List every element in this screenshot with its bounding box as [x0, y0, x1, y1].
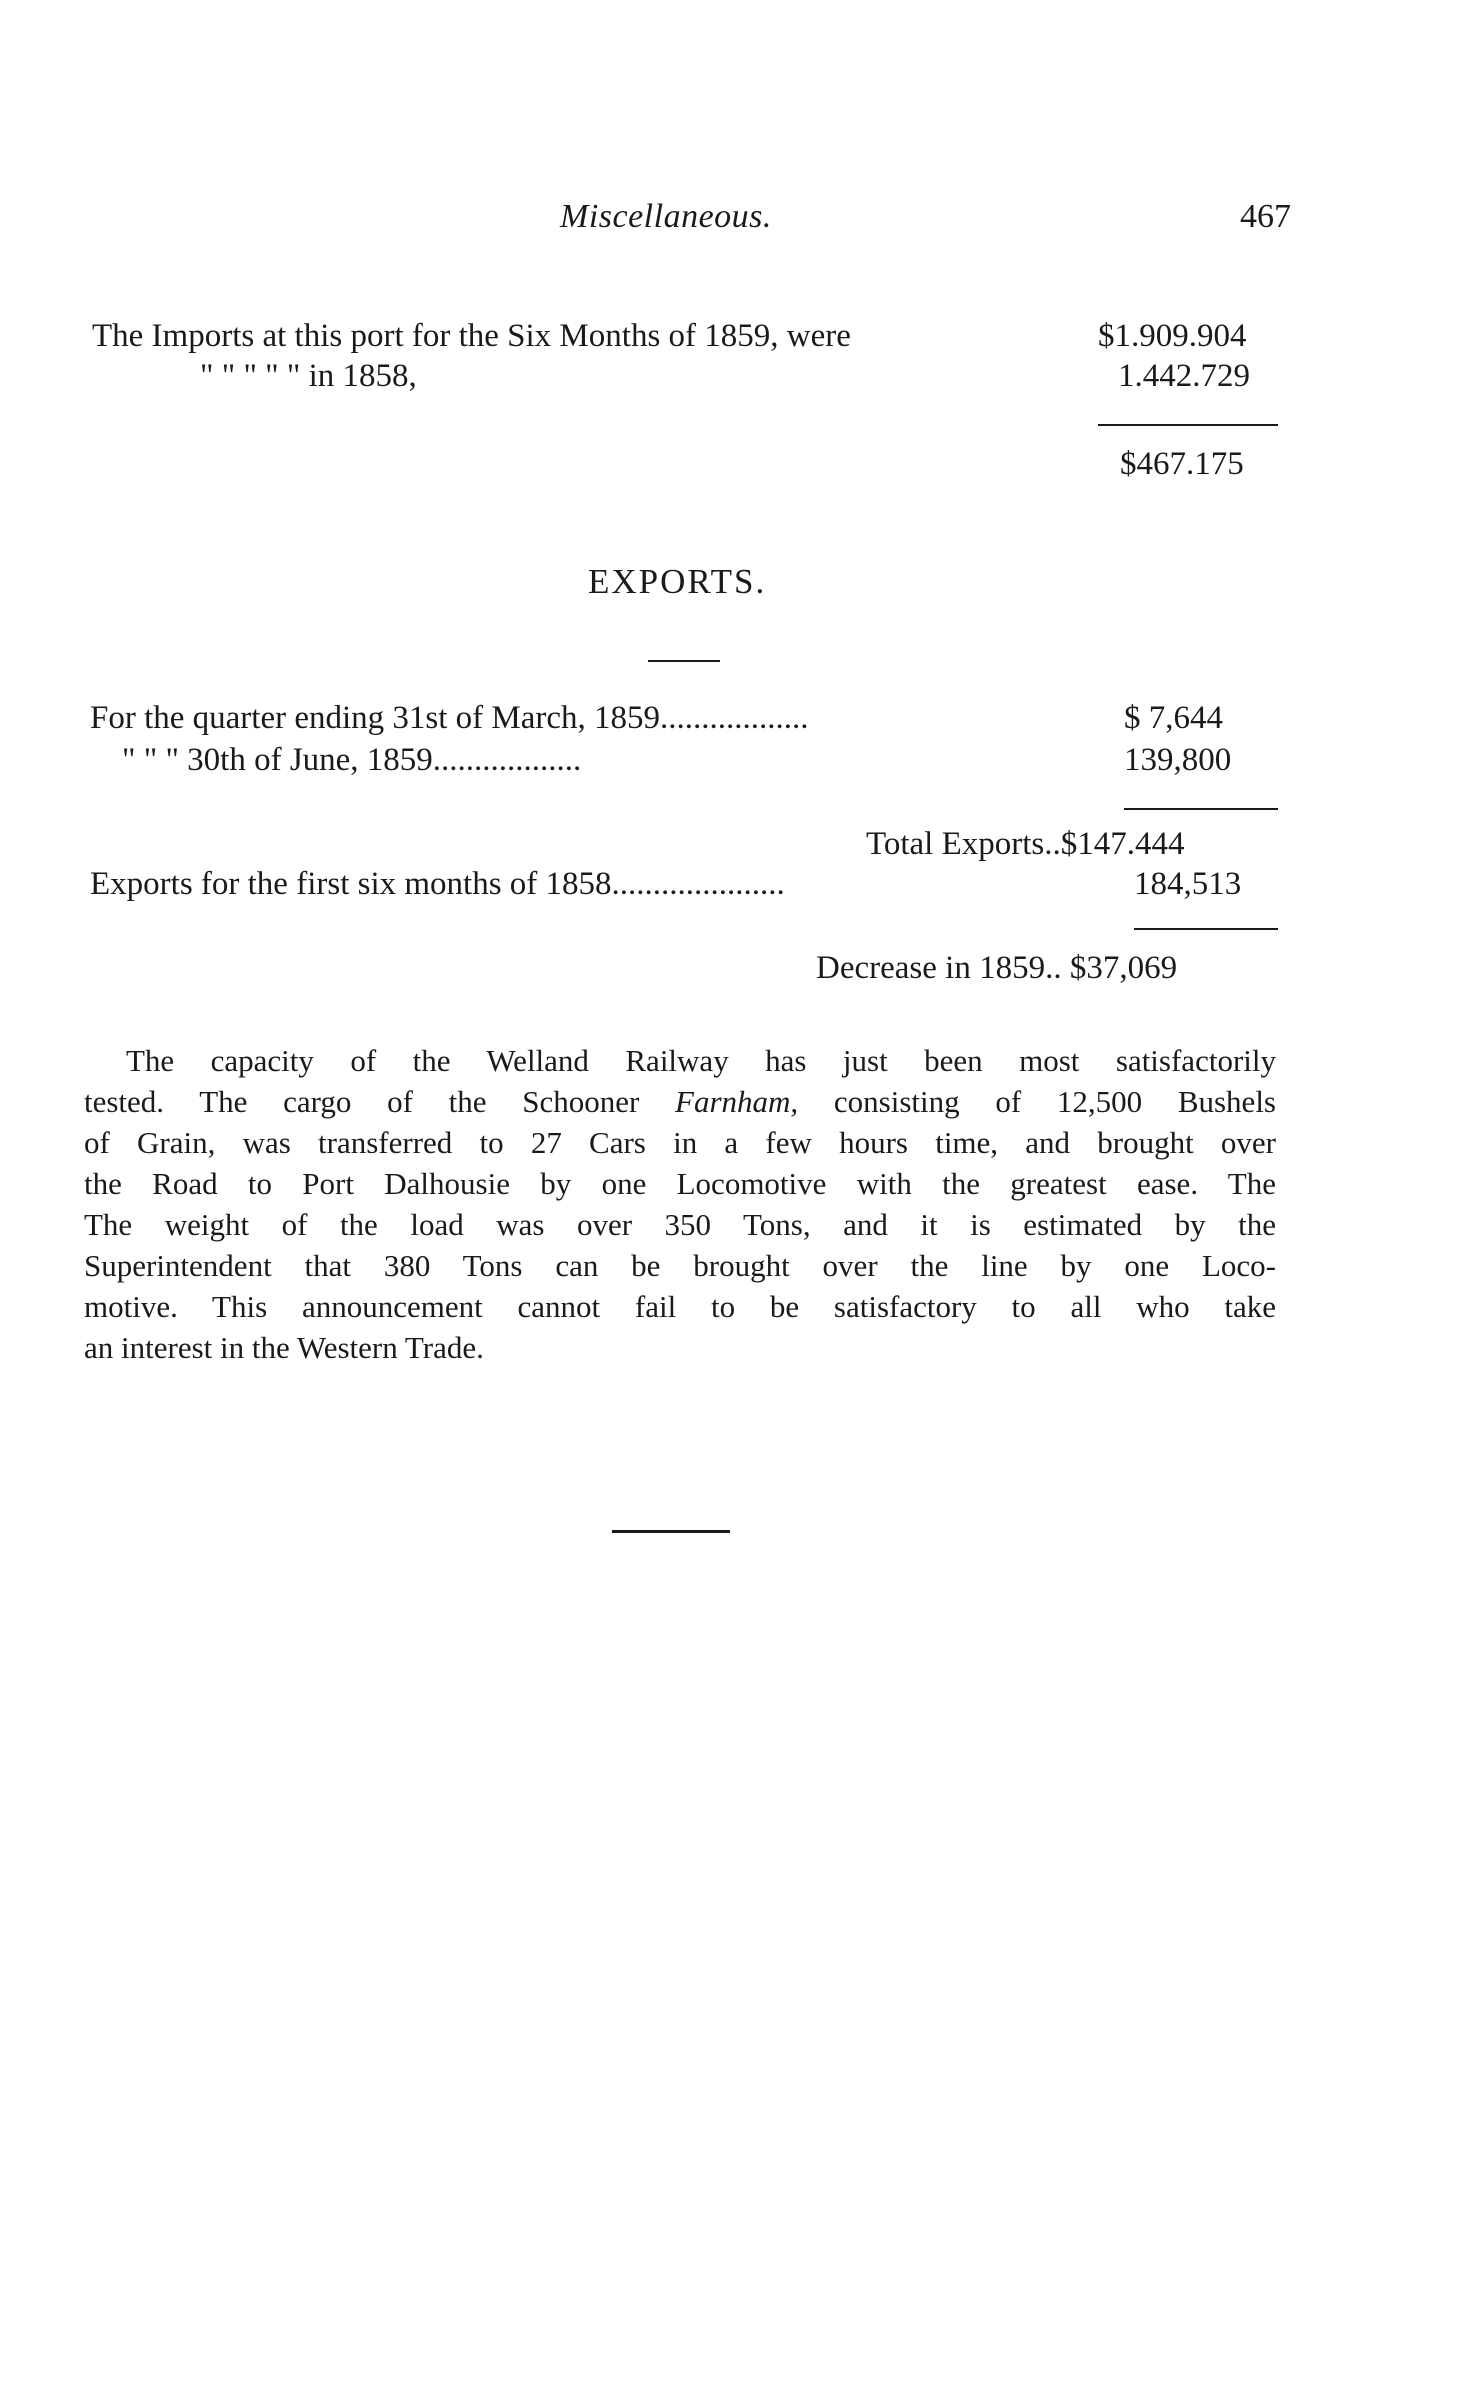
exports-previous-line: Exports for the first six months of 1858.....................	[90, 866, 785, 902]
paragraph-text: consisting of 12,500 Bushels	[798, 1084, 1276, 1119]
imports-line-1859: The Imports at this port for the Six Months of 1859, were	[92, 318, 851, 354]
exports-q1-amount: $ 7,644	[1124, 700, 1223, 736]
exports-decrease: Decrease in 1859.. $37,069	[816, 950, 1178, 986]
paragraph-text: tested. The cargo of the Schooner	[84, 1084, 676, 1119]
closing-rule	[612, 1530, 730, 1533]
exports-heading-rule	[648, 660, 720, 662]
imports-amount-1859: $1.909.904	[1098, 318, 1247, 354]
paragraph-line: of Grain, was transferred to 27 Cars in a few hours time, and brought over	[84, 1125, 1276, 1160]
paragraph-line: motive. This announcement cannot fail to be satisfactory to all who take	[84, 1289, 1276, 1324]
exports-decrease-rule	[1134, 928, 1278, 930]
welland-railway-paragraph	[84, 1040, 1276, 1368]
imports-sum-rule	[1098, 424, 1278, 426]
paragraph-line: The weight of the load was over 350 Tons, and it is estimated by the	[84, 1207, 1276, 1242]
paragraph-line: an interest in the Western Trade.	[84, 1330, 484, 1365]
exports-subtotal-rule	[1124, 808, 1278, 810]
exports-q2-line: " " " 30th of June, 1859..................	[122, 742, 582, 778]
vessel-name: Farnham,	[675, 1084, 799, 1119]
paragraph-line: Superintendent that 380 Tons can be brought over the line by one Loco-	[84, 1248, 1276, 1283]
exports-previous-amount: 184,513	[1134, 866, 1242, 902]
exports-q2-amount: 139,800	[1124, 742, 1232, 778]
imports-difference: $467.175	[1120, 446, 1244, 482]
page-number: 467	[1240, 198, 1291, 235]
running-head: Miscellaneous.	[560, 198, 772, 235]
paragraph-line	[84, 1081, 1276, 1122]
paragraph-line: the Road to Port Dalhousie by one Locomotive with the greatest ease. The	[84, 1166, 1276, 1201]
exports-total: Total Exports..$147.444	[866, 826, 1185, 862]
imports-line-1858: " " " " " in 1858,	[200, 358, 417, 394]
exports-q1-line: For the quarter ending 31st of March, 1859..................	[90, 700, 809, 736]
paragraph-line: The capacity of the Welland Railway has just been most satisfactorily	[126, 1043, 1276, 1078]
exports-heading: EXPORTS.	[588, 562, 767, 601]
imports-amount-1858: 1.442.729	[1118, 358, 1250, 394]
